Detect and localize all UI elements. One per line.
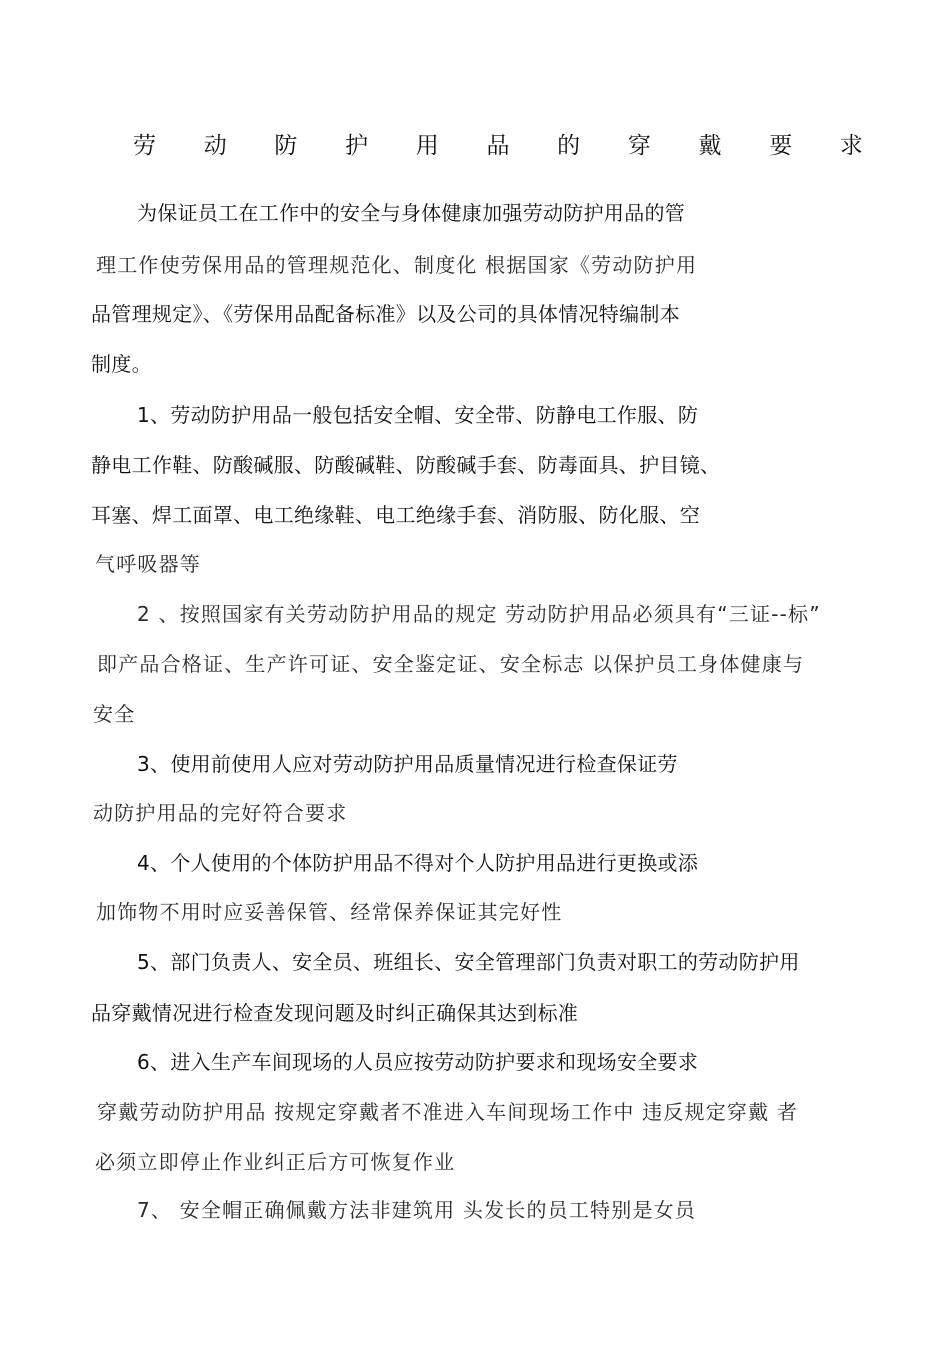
item-4-line: 加饰物不用时应妥善保管、经常保养保证其完好性 — [96, 900, 563, 924]
title-char: 用 — [415, 133, 439, 159]
item-7-line: 7、 安全帽正确佩戴方法非建筑用 头发长的员工特别是女员 — [137, 1198, 697, 1222]
title-char: 动 — [203, 133, 227, 159]
item-1-line: 1、劳动防护用品一般包括安全帽、安全带、防静电工作服、防 — [137, 403, 699, 427]
item-5-line: 5、部门负责人、安全员、班组长、安全管理部门负责对职工的劳动防护用 — [137, 950, 800, 974]
title-char: 求 — [839, 133, 863, 159]
item-2-line: 安全 — [93, 702, 136, 726]
title-char: 穿 — [627, 133, 651, 159]
document-title — [133, 130, 863, 162]
title-char: 品 — [486, 133, 510, 159]
title-char: 防 — [274, 133, 298, 159]
intro-paragraph-line: 制度。 — [91, 352, 152, 376]
item-1-line: 耳塞、焊工面罩、电工绝缘鞋、电工绝缘手套、消防服、防化服、空 — [91, 503, 700, 527]
item-6-line: 必须立即停止作业纠正后方可恢复作业 — [95, 1150, 456, 1174]
item-2-line: 即产品合格证、生产许可证、安全鉴定证、安全标志 以保护员工身体健康与 — [97, 652, 805, 676]
item-3-line: 动防护用品的完好符合要求 — [93, 801, 348, 825]
item-1-line: 气呼吸器等 — [95, 552, 201, 576]
intro-paragraph-line: 理工作使劳保用品的管理规范化、制度化 根据国家《劳动防护用 — [96, 253, 698, 277]
title-char: 的 — [557, 133, 581, 159]
item-6-line: 6、进入生产车间现场的人员应按劳动防护要求和现场安全要求 — [137, 1050, 699, 1074]
item-1-line: 静电工作鞋、防酸碱服、防酸碱鞋、防酸碱手套、防毒面具、护目镜、 — [91, 453, 721, 477]
title-char: 劳 — [133, 133, 156, 159]
intro-paragraph-line: 为保证员工在工作中的安全与身体健康加强劳动防护用品的管 — [137, 201, 686, 225]
title-char: 要 — [769, 133, 793, 159]
item-3-line: 3、使用前使用人应对劳动防护用品质量情况进行检查保证劳 — [137, 752, 678, 776]
title-char: 戴 — [698, 133, 722, 159]
item-5-line: 品穿戴情况进行检查发现问题及时纠正确保其达到标准 — [91, 1001, 579, 1025]
item-2-line: 2 、按照国家有关劳动防护用品的规定 劳动防护用品必须具有“三证--标” — [137, 602, 821, 626]
title-char: 护 — [345, 133, 369, 159]
item-6-line: 穿戴劳动防护用品 按规定穿戴者不准进入车间现场工作中 违反规定穿戴 者 — [97, 1100, 799, 1124]
item-4-line: 4、个人使用的个体防护用品不得对个人防护用品进行更换或添 — [137, 851, 699, 875]
intro-paragraph-line: 品管理规定》、《劳保用品配备标准》以及公司的具体情况特编制本 — [91, 302, 680, 326]
